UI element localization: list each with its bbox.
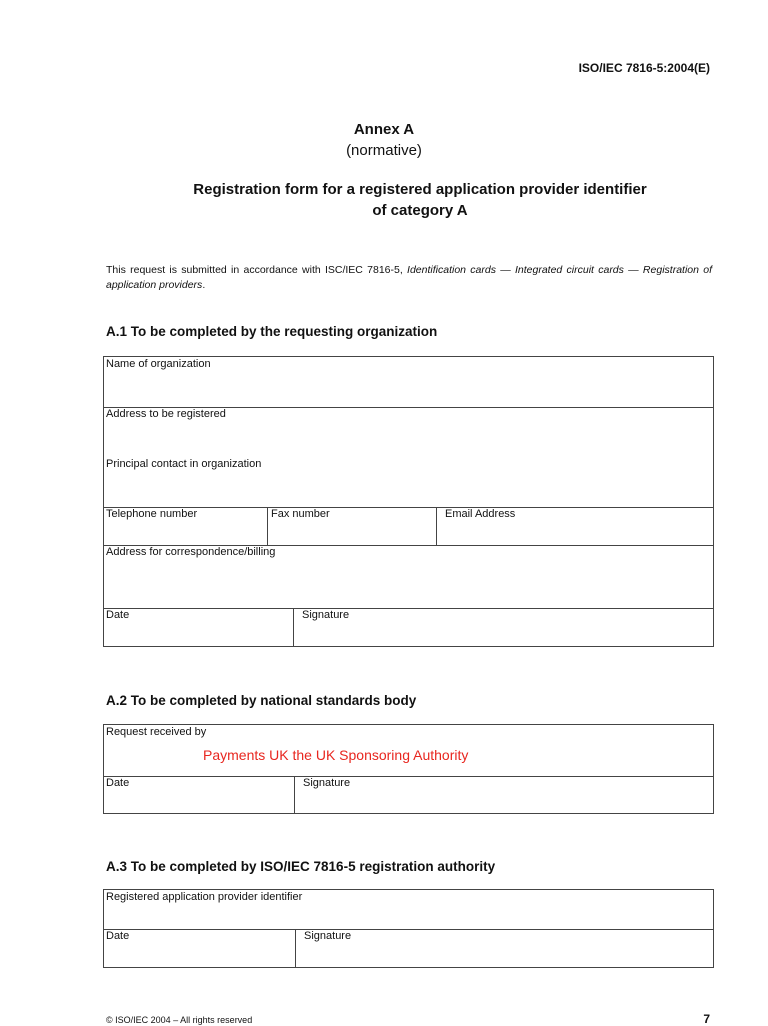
document-identifier: ISO/IEC 7816-5:2004(E) — [578, 61, 710, 75]
email-address-field[interactable]: Email Address — [445, 508, 516, 520]
section-a2-form — [103, 724, 714, 814]
principal-contact-field[interactable]: Principal contact in organization — [106, 458, 262, 470]
correspondence-address-field[interactable]: Address for correspondence/billing — [106, 546, 276, 558]
signature-field[interactable]: Signature — [304, 930, 352, 942]
copyright-notice: © ISO/IEC 2004 – All rights reserved — [106, 1015, 253, 1025]
signature-field[interactable]: Signature — [302, 609, 350, 621]
form-title-line-1: Registration form for a registered application provider identifier — [193, 181, 647, 198]
column-divider — [267, 507, 268, 545]
annex-title: Annex A — [353, 121, 415, 138]
section-a1-form — [103, 356, 714, 647]
column-divider — [295, 929, 296, 968]
telephone-number-field[interactable]: Telephone number — [106, 508, 198, 520]
registered-identifier-field[interactable]: Registered application provider identifier — [106, 891, 303, 903]
section-a3-heading: A.3 To be completed by ISO/IEC 7816-5 registration authority — [106, 859, 496, 874]
date-field[interactable]: Date — [106, 777, 130, 789]
date-field[interactable]: Date — [106, 930, 130, 942]
intro-text-end: . — [202, 279, 206, 291]
row-divider — [104, 608, 713, 609]
section-a2-heading: A.2 To be completed by national standards body — [106, 693, 417, 708]
row-divider — [104, 929, 713, 930]
annex-subtitle: (normative) — [346, 142, 422, 159]
row-divider — [104, 776, 713, 777]
request-received-by-field[interactable]: Request received by — [106, 726, 207, 738]
registered-address-field[interactable]: Address to be registered — [106, 408, 226, 420]
intro-paragraph — [106, 263, 712, 293]
date-field[interactable]: Date — [106, 609, 130, 621]
signature-field[interactable]: Signature — [303, 777, 351, 789]
column-divider — [294, 776, 295, 814]
column-divider — [436, 507, 437, 545]
form-title — [90, 179, 750, 221]
intro-text-start: This request is submitted in accordance with ISC/IEC 7816-5, — [106, 264, 408, 276]
page-number: 7 — [703, 1012, 710, 1026]
section-a3-form — [103, 889, 714, 968]
column-divider — [293, 608, 294, 647]
fax-number-field[interactable]: Fax number — [271, 508, 330, 520]
organization-name-field[interactable]: Name of organization — [106, 358, 211, 370]
sponsoring-authority-value: Payments UK the UK Sponsoring Authority — [203, 747, 469, 763]
form-title-line-2: of category A — [372, 202, 468, 219]
section-a1-heading: A.1 To be completed by the requesting organization — [106, 324, 438, 339]
intro-text-italic: Identification cards — Integrated circuit cards — Registration of application providers — [106, 264, 712, 291]
